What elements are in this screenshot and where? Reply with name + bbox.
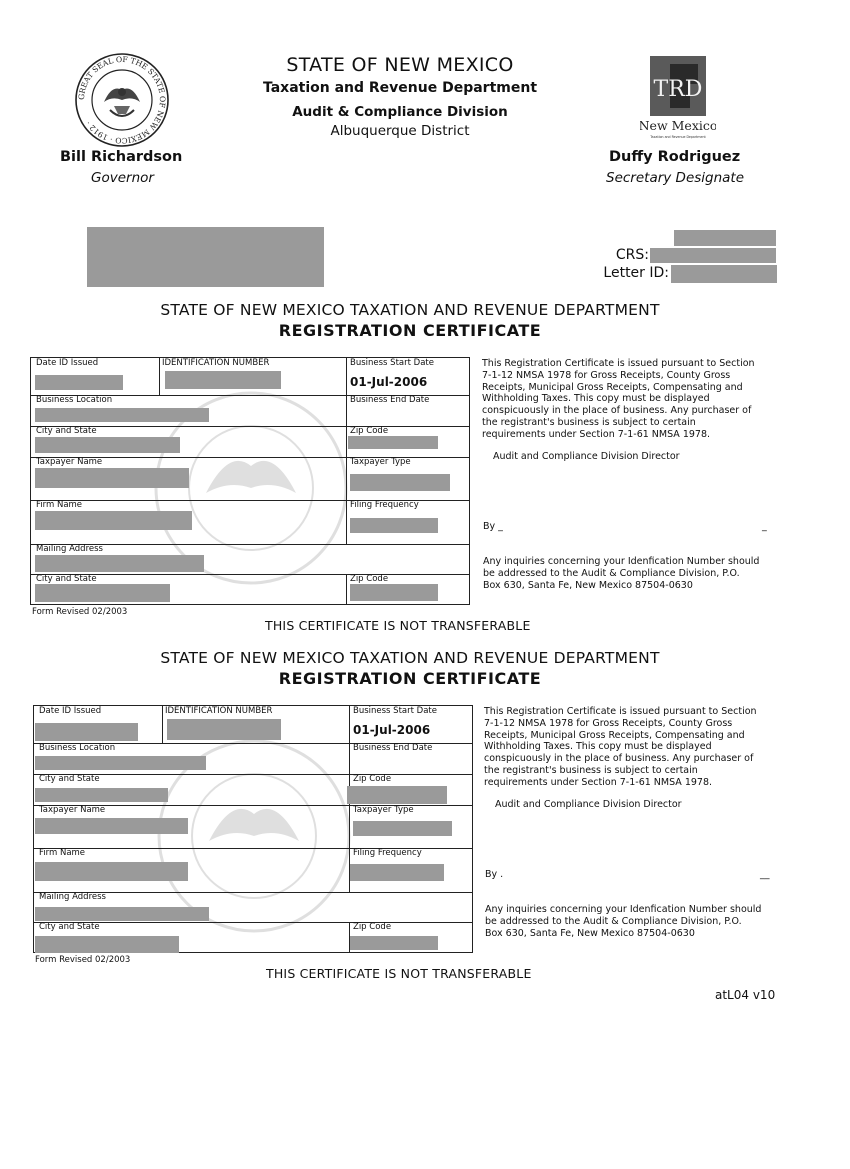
signature-line: _ — [762, 521, 767, 532]
inquiry-line: Any inquiries concerning your Idenfication Number should — [483, 556, 760, 567]
label-date-issued: Date ID Issued — [39, 706, 102, 716]
label-filing-frequency: Filing Frequency — [353, 848, 422, 858]
redacted-loc — [35, 408, 209, 422]
signature-by-label: By _ — [483, 521, 503, 532]
statement-line: requirements under Section 7-1-61 NMSA 1978. — [484, 776, 713, 788]
certificate-title: REGISTRATION CERTIFICATE — [278, 321, 542, 340]
redacted-firm — [35, 511, 192, 530]
label-mailing-city-state: City and State — [36, 574, 97, 584]
label-filing-frequency: Filing Frequency — [350, 500, 419, 510]
business-start-date: 01-Jul-2006 — [353, 723, 431, 737]
redacted-tname — [35, 818, 188, 834]
redacted-date — [35, 375, 123, 390]
form-revised: Form Revised 02/2003 — [35, 955, 131, 965]
not-transferable-notice: THIS CERTIFICATE IS NOT TRANSFERABLE — [266, 966, 532, 981]
statement-line: This Registration Certificate is issued pursuant to Section — [482, 358, 755, 369]
business-start-date: 01-Jul-2006 — [350, 375, 428, 389]
label-mailing-address: Mailing Address — [36, 544, 103, 554]
label-zip: Zip Code — [353, 774, 392, 784]
inquiry-line: Box 630, Santa Fe, New Mexico 87504-0630 — [485, 927, 695, 939]
redacted-ttype — [353, 821, 452, 836]
division-director: Audit and Compliance Division Director — [495, 799, 682, 810]
redacted-mail — [35, 907, 209, 921]
label-start-date: Business Start Date — [350, 358, 434, 368]
statement-line: This Registration Certificate is issued pursuant to Section — [484, 706, 757, 717]
svg-text:GREAT SEAL OF THE STATE OF NEW — [77, 55, 167, 145]
not-transferable-notice: THIS CERTIFICATE IS NOT TRANSFERABLE — [265, 618, 531, 633]
statement-line: the registrant's business is subject to certain — [482, 417, 696, 428]
label-mailing-city-state: City and State — [39, 922, 100, 932]
label-date-issued: Date ID Issued — [36, 358, 99, 368]
header-district: Albuquerque District — [330, 123, 470, 139]
certificate-heading: STATE OF NEW MEXICO TAXATION AND REVENUE DEPARTMENT — [160, 649, 660, 667]
statement-line: the registrant's business is subject to certain — [484, 765, 698, 776]
redacted-zip — [347, 786, 447, 804]
state-seal — [74, 52, 170, 148]
redacted-mail — [35, 555, 204, 572]
label-firm-name: Firm Name — [39, 848, 86, 858]
redacted-firm — [35, 862, 188, 881]
governor-name: Bill Richardson — [60, 149, 183, 165]
statement-line: Withholding Taxes. This copy must be displayed — [484, 741, 712, 753]
crs-label: CRS: — [615, 247, 649, 263]
redacted-ttype — [350, 474, 450, 491]
label-taxpayer-name: Taxpayer Name — [39, 805, 106, 815]
statement-line: conspicuously in the place of business. Any purchaser of — [482, 405, 752, 417]
statement-line: requirements under Section 7-1-61 NMSA 1978. — [482, 428, 711, 440]
logo-text: New Mexico — [640, 118, 716, 133]
governor-title: Governor — [91, 170, 154, 186]
form-revised: Form Revised 02/2003 — [32, 607, 128, 617]
letter-id-value-redacted — [671, 265, 777, 283]
division-director: Audit and Compliance Division Director — [493, 451, 680, 462]
label-end-date: Business End Date — [350, 395, 430, 405]
statement-line: Withholding Taxes. This copy must be displayed — [482, 393, 710, 405]
label-taxpayer-type: Taxpayer Type — [350, 457, 411, 467]
label-mailing-zip: Zip Code — [353, 922, 392, 932]
logo-subtext: Taxation and Revenue Department — [650, 135, 706, 139]
statement-line: Receipts, Municipal Gross Receipts, Compensating and — [482, 381, 743, 393]
redacted-freq — [350, 864, 444, 881]
letter-id-label: Letter ID: — [603, 265, 669, 281]
label-taxpayer-name: Taxpayer Name — [36, 457, 103, 467]
redacted-id — [167, 719, 281, 740]
certificate-title: REGISTRATION CERTIFICATE — [278, 669, 542, 688]
label-business-location: Business Location — [39, 743, 116, 753]
address-line-redacted — [674, 230, 776, 246]
label-mailing-zip: Zip Code — [350, 574, 389, 584]
statement-line: 7-1-12 NMSA 1978 for Gross Receipts, County Gross — [484, 717, 733, 729]
redacted-zip2 — [350, 584, 438, 601]
redacted-zip2 — [350, 936, 438, 950]
header-state: STATE OF NEW MEXICO — [286, 54, 514, 76]
header-department: Taxation and Revenue Department — [262, 80, 538, 96]
label-city-state: City and State — [39, 774, 100, 784]
redacted-id — [165, 371, 281, 389]
label-business-location: Business Location — [36, 395, 113, 405]
statement-line: conspicuously in the place of business. Any purchaser of — [484, 753, 754, 765]
label-id-number: IDENTIFICATION NUMBER — [162, 358, 270, 368]
redacted-zip — [348, 436, 438, 449]
secretary-name: Duffy Rodriguez — [609, 149, 741, 165]
statement-line: 7-1-12 NMSA 1978 for Gross Receipts, County Gross — [482, 369, 731, 381]
inquiry-line: be addressed to the Audit & Compliance Division, P.O. — [485, 915, 742, 927]
inquiry-line: be addressed to the Audit & Compliance Division, P.O. — [483, 567, 740, 579]
redacted-tname — [35, 468, 189, 488]
seal-text: GREAT SEAL OF THE STATE OF NEW MEXICO · 1912 · — [76, 54, 168, 146]
signature-by-label: By . — [485, 869, 504, 880]
label-firm-name: Firm Name — [36, 500, 83, 510]
redacted-city — [35, 788, 168, 802]
redacted-city — [35, 437, 180, 453]
label-taxpayer-type: Taxpayer Type — [353, 805, 414, 815]
redacted-freq — [350, 518, 438, 533]
redacted-city2 — [35, 584, 170, 602]
redacted-loc — [35, 756, 206, 770]
redacted-city2 — [35, 936, 179, 953]
inquiry-line: Any inquiries concerning your Idenfication Number should — [485, 904, 762, 915]
label-mailing-address: Mailing Address — [39, 892, 106, 902]
trd-logo — [640, 54, 716, 140]
certificate-heading: STATE OF NEW MEXICO TAXATION AND REVENUE DEPARTMENT — [160, 301, 660, 319]
header-division: Audit & Compliance Division — [292, 104, 508, 120]
crs-value-redacted — [650, 248, 776, 263]
statement-line: Receipts, Municipal Gross Receipts, Compensating and — [484, 729, 745, 741]
inquiry-line: Box 630, Santa Fe, New Mexico 87504-0630 — [483, 579, 693, 591]
signature-line: __ — [760, 869, 770, 880]
form-version: atL04 v10 — [715, 988, 776, 1002]
label-city-state: City and State — [36, 426, 97, 436]
label-zip: Zip Code — [350, 426, 389, 436]
label-start-date: Business Start Date — [353, 706, 437, 716]
secretary-title: Secretary Designate — [606, 170, 745, 186]
redacted-date — [35, 723, 138, 741]
label-end-date: Business End Date — [353, 743, 433, 753]
label-id-number: IDENTIFICATION NUMBER — [165, 706, 273, 716]
recipient-address-redacted — [87, 227, 324, 287]
logo-letters: TRD — [653, 77, 703, 102]
